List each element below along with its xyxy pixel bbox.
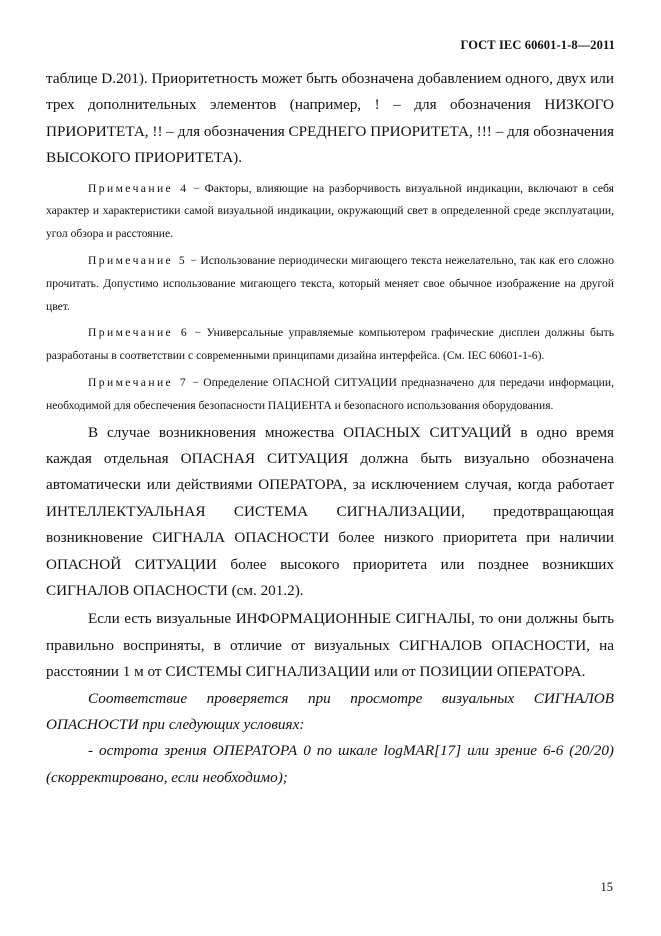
note-4 — [46, 178, 614, 246]
page-number: 15 — [600, 880, 613, 894]
paragraph-compliance-check: Соответствие проверяется при просмотре визуальных СИГНАЛОВ ОПАСНОСТИ при следующих условиях: — [46, 689, 614, 734]
note-7 — [46, 372, 614, 418]
note-6 — [46, 322, 614, 368]
paragraph-multiple-hazards: В случае возникновения множества ОПАСНЫХ СИТУАЦИЙ в одно время каждая отдельная ОПАСНАЯ СИТУАЦИЯ должна быть визуально обозначена автоматически или действиями ОПЕРАТОРА, за исключением случая, когда работает ИНТЕЛЛЕКТУАЛЬНАЯ СИСТЕМА СИГНАЛИЗАЦИИ, предотвращающая возникновение СИГНАЛА ОПАСНОСТИ более низкого приоритета при наличии ОПАСНОЙ СИТУАЦИИ более высокого приоритета или позднее возникших СИГНАЛОВ ОПАСНОСТИ (см. 201.2). — [46, 423, 614, 600]
note-label: Примечание 4 — [88, 181, 189, 195]
paragraph-priority-markers: таблице D.201). Приоритетность может быть обозначена добавлением одного, двух или трех дополнительных элементов (например, ! – для обозначения НИЗКОГО ПРИОРИТЕТА, !! – для обозначения СРЕДНЕГО ПРИОРИТЕТА, !!! – для обозначения ВЫСОКОГО ПРИОРИТЕТА). — [46, 70, 614, 167]
note-label: Примечание 6 — [88, 326, 190, 340]
note-text: − Определение ОПАСНОЙ СИТУАЦИИ предназначено для передачи информации, необходимой для обеспечения безопасности ПАЦИЕНТА и безопасного использования оборудования. — [46, 376, 614, 412]
paragraph-info-signals: Если есть визуальные ИНФОРМАЦИОННЫЕ СИГНАЛЫ, то они должны быть правильно восприняты, в отличие от визуальных СИГНАЛОВ ОПАСНОСТИ, на расстоянии 1 м от СИСТЕМЫ СИГНАЛИЗАЦИИ или от ПОЗИЦИИ ОПЕРАТОРА. — [46, 610, 614, 681]
document-header: ГОСТ IEC 60601-1-8—2011 — [460, 38, 615, 52]
page-content — [46, 66, 614, 791]
note-text: − Использование периодически мигающего текста нежелательно, так как его сложно прочитать. Допустимо использование мигающего текста, который меняет свое обычное изображение на другой цвет. — [46, 254, 614, 313]
note-label: Примечание 7 — [88, 376, 189, 389]
paragraph-visual-acuity: - острота зрения ОПЕРАТОРА 0 по шкале logMAR[17] или зрение 6-6 (20/20) (скорректировано, если необходимо); — [46, 742, 614, 786]
note-text: − Факторы, влияющие на разборчивость визуальной индикации, включают в себя характер и характеристики самой визуальной индикации, окружающий свет в определенной среде эксплуатации, угол обзора и расстояние. — [46, 181, 614, 241]
note-text: − Универсальные управляемые компьютером графические дисплеи должны быть разработаны в соответствии с современными принципами дизайна интерфейса. (См. IEC 60601-1-6). — [46, 326, 614, 363]
note-5 — [46, 250, 614, 318]
note-label: Примечание 5 — [88, 254, 188, 268]
